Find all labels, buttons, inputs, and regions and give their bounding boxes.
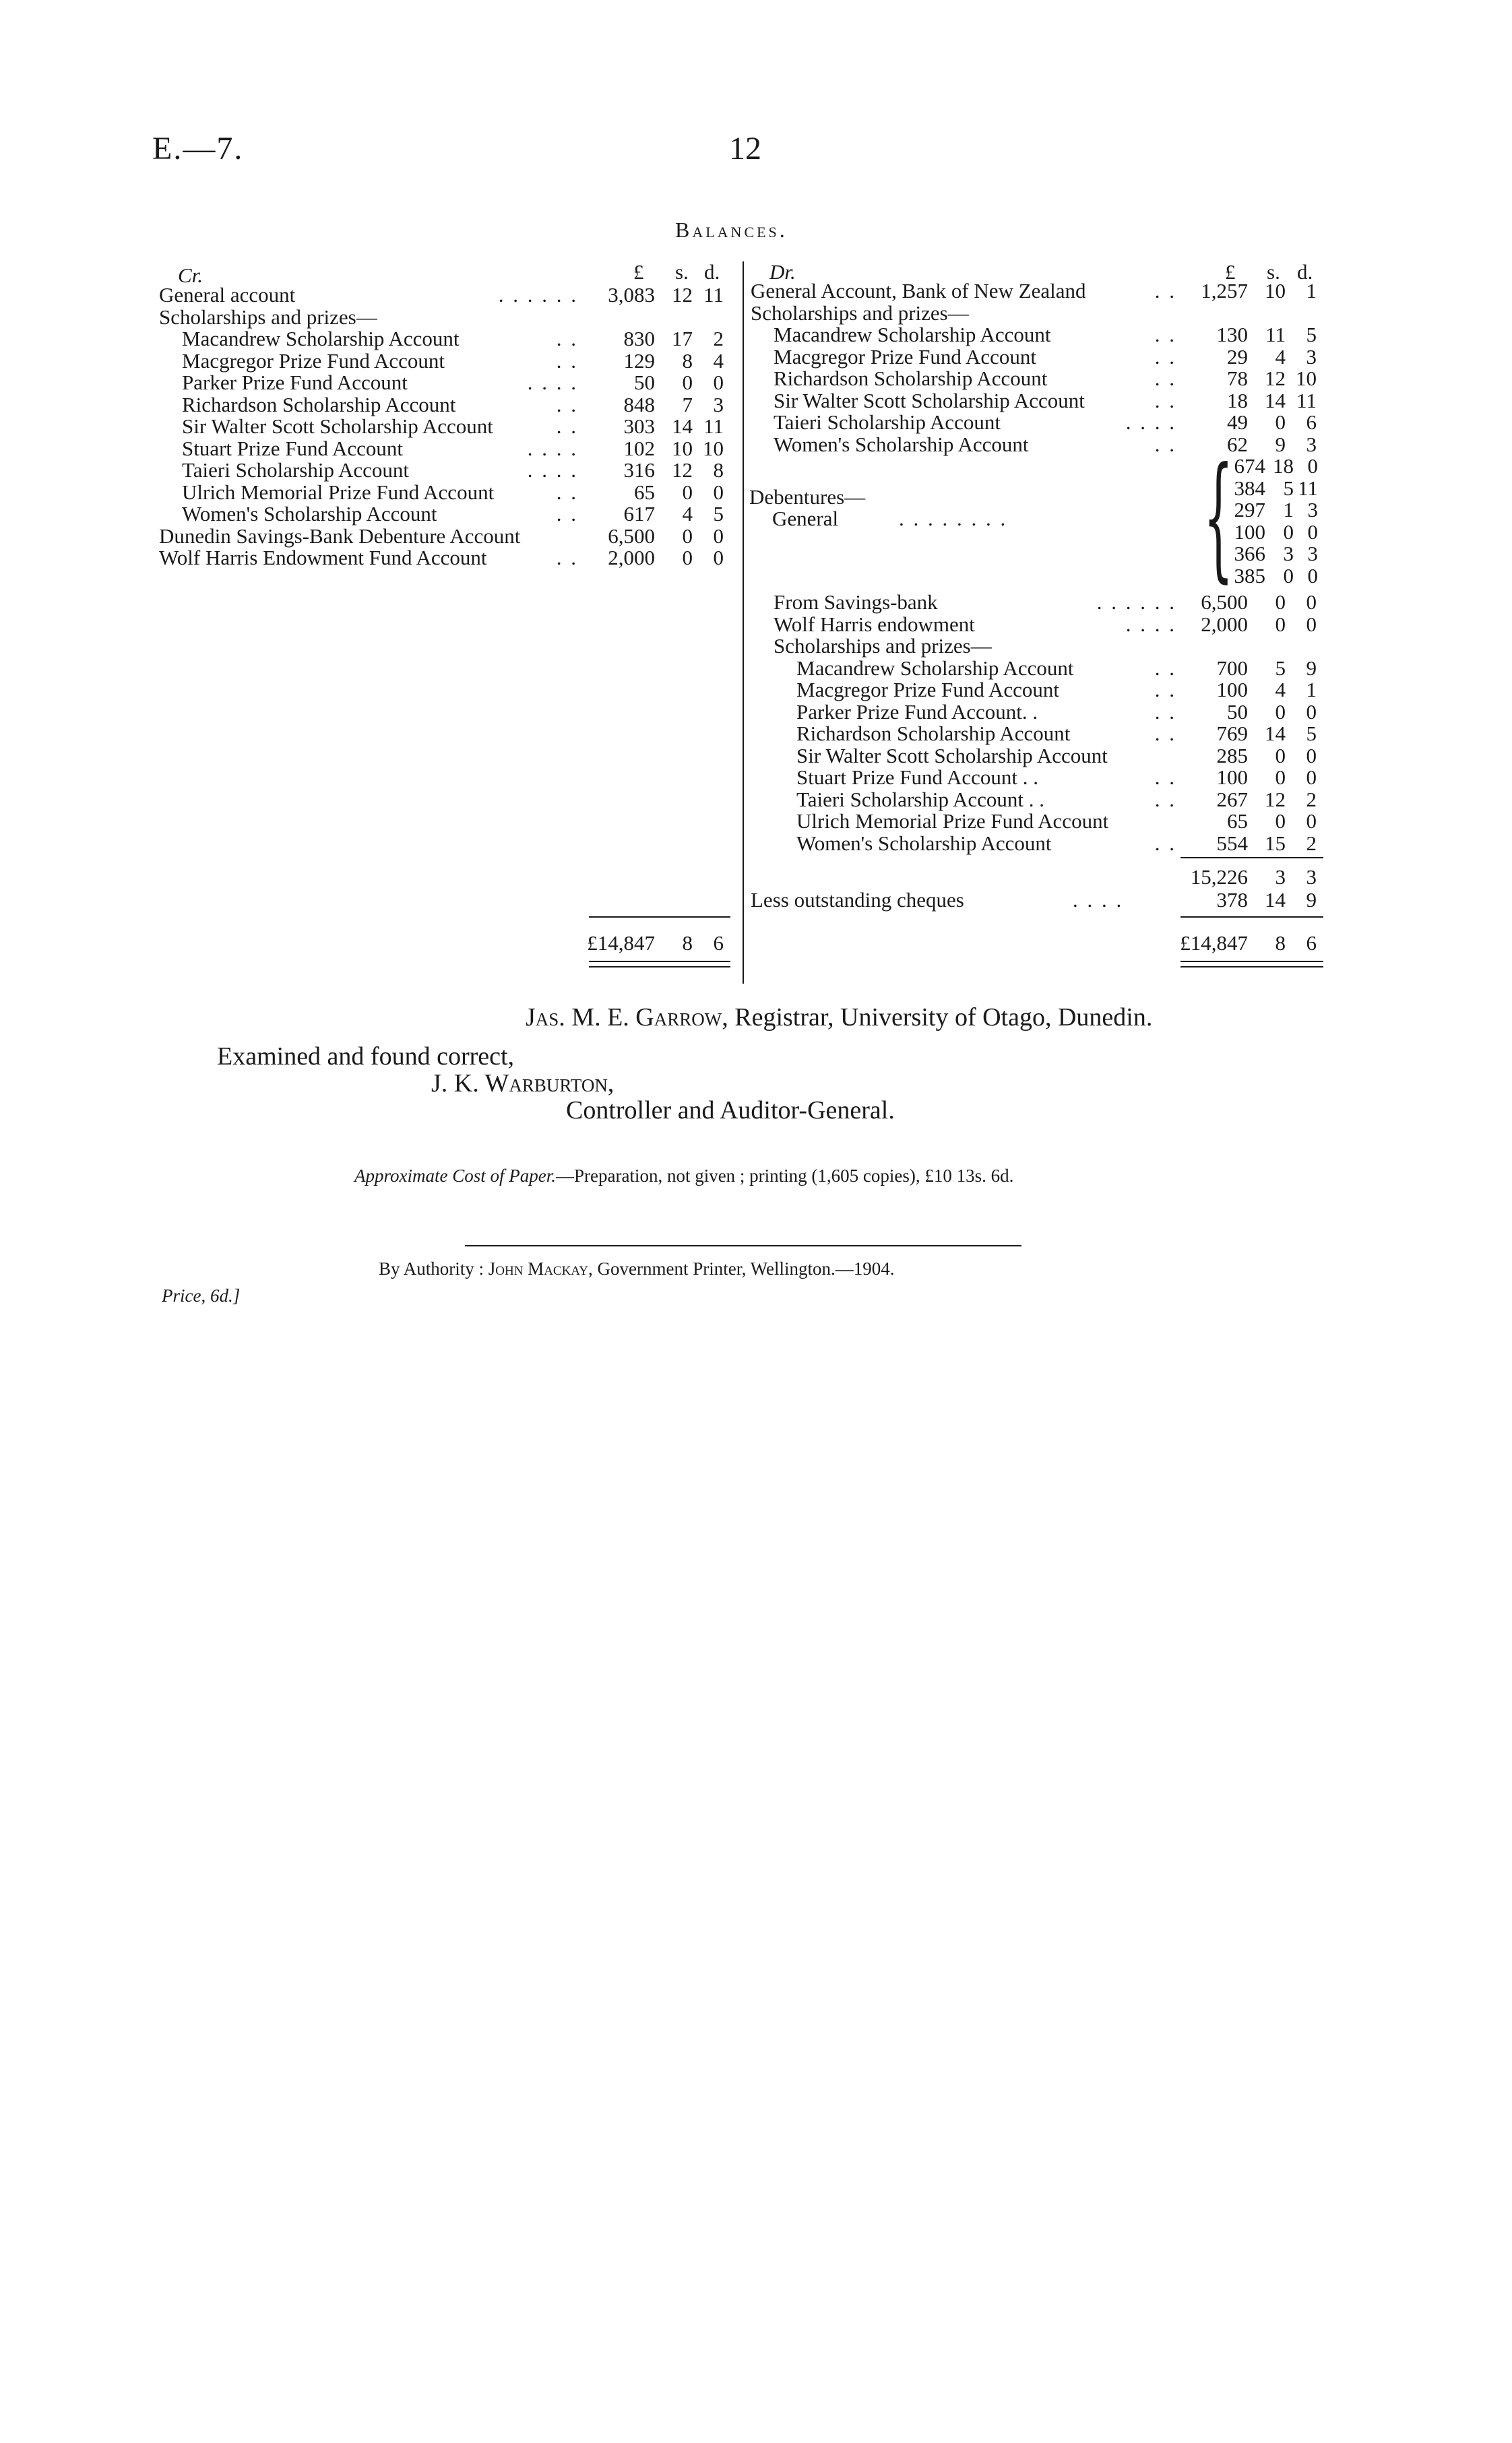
row-pence: 3 xyxy=(1306,432,1317,456)
row-label: General account xyxy=(159,283,296,307)
debentures-dots: . . . . . . . . xyxy=(899,507,1008,530)
row-leader-dots: . . xyxy=(1154,279,1176,303)
row-pounds: 129 xyxy=(623,348,655,373)
dr-subtotal-rule xyxy=(1180,857,1323,858)
row-pence: 0 xyxy=(1306,612,1317,636)
row-leader-dots: . . . . xyxy=(527,458,578,482)
row-leader-dots: . . xyxy=(1154,699,1176,724)
row-shillings: 12 xyxy=(1265,367,1286,390)
table-row xyxy=(751,612,1323,634)
debenture-pence: 0 xyxy=(1307,563,1318,588)
dr-total-double-rule-1 xyxy=(1180,961,1323,962)
table-row xyxy=(751,744,1323,765)
row-label: Richardson Scholarship Account xyxy=(774,367,1048,390)
row-pence: 0 xyxy=(1306,809,1317,833)
row-pounds: 2,000 xyxy=(1201,612,1248,636)
cr-header-pounds: £ xyxy=(633,260,644,284)
authority-prefix: By Authority : xyxy=(379,1259,484,1279)
row-pence: 0 xyxy=(713,480,724,504)
row-shillings: 5 xyxy=(1275,656,1286,680)
row-label: Macandrew Scholarship Account xyxy=(796,656,1074,680)
row-pence: 2 xyxy=(1306,787,1317,811)
debenture-shillings: 1 xyxy=(1283,498,1294,521)
table-row xyxy=(751,634,1323,656)
row-shillings: 7 xyxy=(682,392,693,416)
examined-statement: Examined and found correct, xyxy=(217,1042,515,1071)
cost-text: —Preparation, not given ; printing (1,605 copies), £10 13s. 6d. xyxy=(555,1166,1014,1186)
row-label: Macgregor Prize Fund Account xyxy=(182,348,445,373)
debenture-row xyxy=(1222,542,1323,563)
row-label: Women's Scholarship Account xyxy=(796,831,1052,855)
table-row xyxy=(751,656,1323,678)
row-pounds: 303 xyxy=(623,414,655,438)
center-divider xyxy=(743,261,744,984)
table-row xyxy=(159,327,730,348)
row-pence: 8 xyxy=(713,458,724,482)
table-row xyxy=(751,765,1323,787)
cr-total-rule xyxy=(589,916,730,918)
table-row xyxy=(159,480,730,502)
row-label: Macgregor Prize Fund Account xyxy=(774,344,1036,369)
row-leader-dots: . . xyxy=(556,327,578,350)
row-pounds: 102 xyxy=(623,436,655,460)
row-pounds: 700 xyxy=(1216,656,1248,680)
row-label: Sir Walter Scott Scholarship Account xyxy=(774,388,1085,412)
row-pence: 1 xyxy=(1306,678,1317,701)
row-leader-dots: . . xyxy=(1154,787,1176,811)
dr-less-shillings: 14 xyxy=(1265,888,1286,912)
row-label: Ulrich Memorial Prize Fund Account xyxy=(182,480,495,504)
row-label: Sir Walter Scott Scholarship Account xyxy=(796,743,1108,767)
row-pounds: 62 xyxy=(1227,432,1248,456)
cr-header-pence: d. xyxy=(704,260,720,284)
table-row xyxy=(751,345,1323,367)
row-pence: 4 xyxy=(713,348,724,373)
row-pounds: 848 xyxy=(623,392,655,416)
debenture-pence: 0 xyxy=(1307,454,1318,478)
row-pence: 0 xyxy=(713,546,724,569)
row-pounds: 617 xyxy=(623,502,655,526)
table-row xyxy=(159,414,730,436)
row-pounds: 3,083 xyxy=(608,283,655,307)
row-pence: 1 xyxy=(1306,279,1317,303)
dr-total-row xyxy=(1180,931,1323,953)
table-row xyxy=(751,301,1323,323)
row-shillings: 0 xyxy=(1275,590,1286,614)
row-label: Stuart Prize Fund Account . . xyxy=(796,765,1039,789)
row-label: Dunedin Savings-Bank Debenture Account xyxy=(159,524,521,548)
row-pounds: 78 xyxy=(1227,367,1248,390)
cr-total-pence: 6 xyxy=(713,931,724,955)
debenture-shillings: 18 xyxy=(1273,454,1294,478)
dr-total-pence: 6 xyxy=(1306,931,1317,955)
row-leader-dots: . . xyxy=(1154,432,1176,456)
row-pence: 0 xyxy=(1306,590,1317,614)
printer-name: John Mackay, xyxy=(488,1259,593,1279)
dr-header-pounds: £ xyxy=(1225,260,1236,284)
row-leader-dots: . . . . . . xyxy=(498,283,578,307)
row-leader-dots: . . xyxy=(1154,678,1176,701)
dr-less-label: Less outstanding cheques xyxy=(751,888,964,912)
row-pounds: 50 xyxy=(1227,699,1248,724)
row-label: Women's Scholarship Account xyxy=(182,502,437,526)
row-pence: 10 xyxy=(1296,367,1317,390)
cr-total-pounds: £14,847 xyxy=(587,931,655,955)
row-leader-dots: . . xyxy=(1154,765,1176,789)
debenture-row xyxy=(1222,498,1323,519)
table-row xyxy=(159,349,730,371)
row-pounds: 554 xyxy=(1216,831,1248,855)
row-label: Women's Scholarship Account xyxy=(774,432,1029,456)
debenture-row xyxy=(1222,454,1323,476)
row-leader-dots: . . xyxy=(1154,656,1176,680)
dr-subtotal-pence: 3 xyxy=(1306,865,1317,889)
dr-less-dots: . . . . xyxy=(1073,888,1124,912)
row-leader-dots: . . . . xyxy=(527,371,578,394)
auditor-name: J. K. Warburton, xyxy=(431,1069,615,1098)
row-pounds: 65 xyxy=(1227,809,1248,833)
row-label: Sir Walter Scott Scholarship Account xyxy=(182,414,493,438)
row-shillings: 0 xyxy=(1275,743,1286,767)
row-leader-dots: . . xyxy=(1154,722,1176,745)
row-shillings: 0 xyxy=(682,524,693,548)
registrar-title: Registrar, University of Otago, Dunedin. xyxy=(734,1003,1153,1032)
row-shillings: 0 xyxy=(1275,809,1286,833)
cost-note xyxy=(354,1166,1013,1186)
table-row xyxy=(751,279,1323,303)
debenture-pence: 3 xyxy=(1307,542,1318,565)
row-leader-dots: . . . . xyxy=(527,436,578,460)
row-pounds: 130 xyxy=(1216,323,1248,346)
dr-header-shillings: s. xyxy=(1267,260,1280,284)
row-label: Stuart Prize Fund Account xyxy=(182,436,404,460)
row-leader-dots: . . xyxy=(556,414,578,438)
footer-rule xyxy=(465,1245,1021,1246)
row-pence: 11 xyxy=(703,414,724,438)
row-shillings: 4 xyxy=(1275,344,1286,369)
row-shillings: 12 xyxy=(672,283,693,307)
row-label: Richardson Scholarship Account xyxy=(796,722,1071,745)
row-leader-dots: . . xyxy=(1154,367,1176,390)
registrar-signature xyxy=(526,1003,1152,1032)
row-shillings: 4 xyxy=(1275,678,1286,701)
row-pounds: 6,500 xyxy=(1201,590,1248,614)
row-leader-dots: . . xyxy=(1154,323,1176,346)
table-row xyxy=(751,433,1323,454)
row-pence: 3 xyxy=(713,392,724,416)
debenture-pounds: 366 xyxy=(1234,542,1265,565)
row-leader-dots: . . xyxy=(556,348,578,373)
table-row xyxy=(159,546,730,567)
dr-subtotal-row xyxy=(1180,865,1323,887)
page-number: 12 xyxy=(729,131,761,166)
row-pounds: 769 xyxy=(1216,722,1248,745)
debenture-pounds: 297 xyxy=(1234,498,1265,521)
table-row xyxy=(751,590,1323,612)
row-pounds: 285 xyxy=(1216,743,1248,767)
cr-total-row xyxy=(589,931,730,953)
row-pence: 2 xyxy=(1306,831,1317,855)
row-shillings: 14 xyxy=(1265,722,1286,745)
row-label: Taieri Scholarship Account . . xyxy=(796,787,1045,811)
row-shillings: 0 xyxy=(1275,612,1286,636)
table-row xyxy=(159,283,730,305)
table-row xyxy=(751,788,1323,809)
row-pounds: 2,000 xyxy=(608,546,655,569)
dr-subtotal-pounds: 15,226 xyxy=(1190,865,1248,889)
row-label: Taieri Scholarship Account xyxy=(182,458,410,482)
table-row xyxy=(159,502,730,524)
row-pounds: 65 xyxy=(634,480,655,504)
row-pence: 5 xyxy=(1306,722,1317,745)
row-leader-dots: . . . . . . xyxy=(1096,590,1176,614)
authority-suffix: Government Printer, Wellington.—1904. xyxy=(597,1259,895,1279)
row-pence: 2 xyxy=(713,327,724,350)
debenture-shillings: 5 xyxy=(1283,476,1294,500)
row-pence: 5 xyxy=(713,502,724,526)
debenture-pounds: 385 xyxy=(1234,563,1265,588)
row-label: Scholarships and prizes— xyxy=(751,300,969,325)
row-shillings: 12 xyxy=(672,458,693,482)
row-label: Macgregor Prize Fund Account xyxy=(796,678,1059,701)
dr-less-pence: 9 xyxy=(1306,888,1317,912)
row-leader-dots: . . . . xyxy=(1125,612,1176,636)
row-pounds: 50 xyxy=(634,371,655,394)
row-shillings: 14 xyxy=(672,414,693,438)
debenture-shillings: 0 xyxy=(1283,563,1294,588)
row-pence: 0 xyxy=(713,524,724,548)
row-label: Macandrew Scholarship Account xyxy=(774,323,1051,346)
cr-total-shillings: 8 xyxy=(682,931,693,955)
row-shillings: 15 xyxy=(1265,831,1286,855)
row-shillings: 4 xyxy=(682,502,693,526)
row-shillings: 9 xyxy=(1275,432,1286,456)
dr-total-double-rule-2 xyxy=(1180,966,1323,967)
price: Price, 6d.] xyxy=(162,1286,241,1306)
table-row xyxy=(159,458,730,480)
row-label: Parker Prize Fund Account. . xyxy=(796,699,1038,724)
row-pounds: 29 xyxy=(1227,344,1248,369)
row-leader-dots: . . xyxy=(1154,388,1176,412)
debenture-pounds: 384 xyxy=(1234,476,1265,500)
row-label: Taieri Scholarship Account xyxy=(774,410,1001,434)
row-label: Wolf Harris Endowment Fund Account xyxy=(159,546,487,569)
row-shillings: 0 xyxy=(1275,410,1286,434)
row-pence: 0 xyxy=(1306,743,1317,767)
row-shillings: 0 xyxy=(682,546,693,569)
debenture-pence: 11 xyxy=(1298,476,1318,500)
debenture-row xyxy=(1222,520,1323,542)
row-shillings: 0 xyxy=(682,371,693,394)
row-pounds: 100 xyxy=(1216,678,1248,701)
row-label: Scholarships and prizes— xyxy=(774,634,992,658)
table-row xyxy=(751,678,1323,699)
row-pence: 11 xyxy=(703,283,724,307)
row-leader-dots: . . xyxy=(1154,344,1176,369)
debenture-shillings: 0 xyxy=(1283,519,1294,544)
row-pence: 0 xyxy=(1306,699,1317,724)
table-row xyxy=(159,524,730,546)
row-pence: 3 xyxy=(1306,344,1317,369)
row-shillings: 12 xyxy=(1265,787,1286,811)
dr-less-pounds: 378 xyxy=(1216,888,1248,912)
row-pounds: 100 xyxy=(1216,765,1248,789)
dr-label: Dr. xyxy=(769,260,796,284)
row-pence: 11 xyxy=(1296,388,1317,412)
row-label: From Savings-bank xyxy=(774,590,938,614)
debenture-row xyxy=(1222,563,1323,588)
table-row xyxy=(751,323,1323,344)
row-label: Wolf Harris endowment xyxy=(774,612,975,636)
row-pounds: 316 xyxy=(623,458,655,482)
debenture-row xyxy=(1222,476,1323,498)
debenture-shillings: 3 xyxy=(1283,542,1294,565)
debenture-pounds: 674 xyxy=(1234,454,1265,478)
cr-label: Cr. xyxy=(178,263,203,287)
table-row xyxy=(159,305,730,327)
row-shillings: 11 xyxy=(1265,323,1286,346)
row-label: Macandrew Scholarship Account xyxy=(182,327,460,350)
row-shillings: 14 xyxy=(1265,388,1286,412)
row-pence: 6 xyxy=(1306,410,1317,434)
table-row xyxy=(159,437,730,458)
table-row xyxy=(159,393,730,414)
row-pence: 5 xyxy=(1306,323,1317,346)
row-leader-dots: . . xyxy=(556,502,578,526)
printer-line xyxy=(379,1259,894,1279)
row-pence: 10 xyxy=(703,436,724,460)
row-pounds: 18 xyxy=(1227,388,1248,412)
row-shillings: 17 xyxy=(672,327,693,350)
cr-total-double-rule-1 xyxy=(589,961,730,962)
debentures-label: Debentures— xyxy=(749,485,866,509)
debenture-pence: 3 xyxy=(1307,498,1318,521)
table-row xyxy=(751,831,1323,853)
row-pounds: 6,500 xyxy=(608,524,655,548)
dr-total-pounds: £14,847 xyxy=(1180,931,1248,955)
row-shillings: 0 xyxy=(1275,699,1286,724)
row-shillings: 0 xyxy=(1275,765,1286,789)
table-row xyxy=(751,722,1323,743)
dr-total-shillings: 8 xyxy=(1275,931,1286,955)
row-label: Ulrich Memorial Prize Fund Account xyxy=(796,809,1109,833)
row-pounds: 49 xyxy=(1227,410,1248,434)
table-row xyxy=(751,389,1323,410)
row-leader-dots: . . xyxy=(556,546,578,569)
row-leader-dots: . . xyxy=(556,480,578,504)
debenture-pence: 0 xyxy=(1307,519,1318,544)
section-heading: Balances. xyxy=(675,218,788,242)
row-label: Richardson Scholarship Account xyxy=(182,392,456,416)
row-pence: 9 xyxy=(1306,656,1317,680)
row-label: General Account, Bank of New Zealand xyxy=(751,279,1086,303)
debentures-brace: { xyxy=(1203,439,1234,596)
row-pounds: 830 xyxy=(623,327,655,350)
row-shillings: 8 xyxy=(682,348,693,373)
dr-less-row xyxy=(751,888,1323,910)
cost-label: Approximate Cost of Paper. xyxy=(354,1166,556,1186)
table-row xyxy=(751,809,1323,831)
dr-total-rule xyxy=(1180,916,1323,918)
table-row xyxy=(159,371,730,392)
registrar-name: Jas. M. E. Garrow, xyxy=(526,1003,728,1032)
table-row xyxy=(751,700,1323,722)
row-pence: 0 xyxy=(713,371,724,394)
debentures-general-label: General xyxy=(772,507,839,530)
row-leader-dots: . . xyxy=(1154,831,1176,855)
row-leader-dots: . . xyxy=(556,392,578,416)
row-label: Scholarships and prizes— xyxy=(159,305,377,329)
cr-header-shillings: s. xyxy=(675,260,689,284)
auditor-title: Controller and Auditor-General. xyxy=(566,1096,895,1124)
row-pounds: 267 xyxy=(1216,787,1248,811)
table-row xyxy=(751,410,1323,432)
document-code: E.—7. xyxy=(152,131,244,166)
dr-header-pence: d. xyxy=(1297,260,1313,284)
dr-subtotal-shillings: 3 xyxy=(1275,865,1286,889)
table-row xyxy=(751,367,1323,388)
debenture-pounds: 100 xyxy=(1234,519,1265,544)
row-shillings: 10 xyxy=(672,436,693,460)
row-shillings: 10 xyxy=(1265,279,1286,303)
cr-total-double-rule-2 xyxy=(589,966,730,967)
row-pounds: 1,257 xyxy=(1201,279,1248,303)
row-leader-dots: . . . . xyxy=(1125,410,1176,434)
row-shillings: 0 xyxy=(682,480,693,504)
row-label: Parker Prize Fund Account xyxy=(182,371,408,394)
row-pence: 0 xyxy=(1306,765,1317,789)
